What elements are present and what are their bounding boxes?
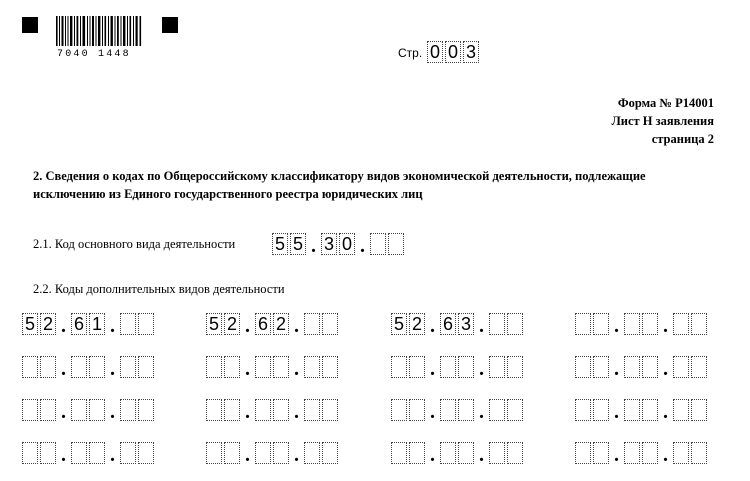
code-separator-dot: . [245,401,250,423]
code-group [575,442,609,464]
code-separator-dot: . [61,358,66,380]
page-digit-cell[interactable]: 0 [445,41,461,63]
additional-code-digit-cell[interactable]: 6 [255,313,271,335]
additional-code-digit-cell[interactable] [624,399,640,421]
additional-code-digit-cell[interactable] [22,399,38,421]
additional-code-digit-cell[interactable] [507,399,523,421]
additional-code-digit-cell[interactable] [224,399,240,421]
code-separator-dot: . [479,315,484,337]
additional-code-digit-cell[interactable] [673,442,689,464]
main-code-label: 2.1. Код основного вида деятельности [33,237,236,251]
additional-code-digit-cell[interactable] [255,442,271,464]
additional-code-digit-cell[interactable] [71,442,87,464]
additional-code-digit-cell[interactable] [409,356,425,378]
additional-code-digit-cell[interactable] [624,442,640,464]
additional-code-digit-cell[interactable]: 6 [71,313,87,335]
additional-code-field[interactable] [575,356,707,378]
additional-code-digit-cell[interactable] [575,442,591,464]
additional-code-digit-cell[interactable] [673,356,689,378]
additional-code-digit-cell[interactable] [40,442,56,464]
code-group [489,442,523,464]
additional-code-digit-cell[interactable] [120,313,136,335]
code-separator-dot: . [614,444,619,466]
additional-code-digit-cell[interactable] [673,313,689,335]
additional-code-digit-cell[interactable] [89,356,105,378]
code-group [391,313,425,335]
sheet-page: страница 2 [651,132,714,146]
code-separator-dot: . [663,401,668,423]
additional-code-digit-cell[interactable] [440,399,456,421]
additional-code-digit-cell[interactable] [489,356,505,378]
page-number-label: Стр. [398,46,423,60]
additional-code-digit-cell[interactable] [458,399,474,421]
additional-code-digit-cell[interactable] [120,399,136,421]
code-group [22,356,56,378]
corner-marker-left [22,17,38,33]
code-group [673,442,707,464]
code-group [255,313,289,335]
additional-code-digit-cell[interactable]: 3 [458,313,474,335]
additional-code-digit-cell[interactable] [624,356,640,378]
additional-code-digit-cell[interactable]: 5 [22,313,38,335]
additional-code-digit-cell[interactable] [322,442,338,464]
additional-code-digit-cell[interactable] [322,356,338,378]
code-separator-dot: . [294,401,299,423]
code-group [489,356,523,378]
additional-code-digit-cell[interactable] [507,356,523,378]
code-separator-dot: . [110,444,115,466]
main-code-digit-cell[interactable]: 3 [321,233,337,255]
code-group [206,313,240,335]
additional-code-field[interactable] [22,442,154,464]
additional-code-digit-cell[interactable] [224,356,240,378]
additional-code-digit-cell[interactable] [138,356,154,378]
code-group [624,313,658,335]
additional-code-digit-cell[interactable] [22,442,38,464]
code-separator-dot: . [294,444,299,466]
additional-code-field[interactable] [391,356,523,378]
code-separator-dot: . [110,401,115,423]
additional-code-digit-cell[interactable] [458,442,474,464]
code-group [304,399,338,421]
code-group [673,399,707,421]
code-separator-dot: . [245,358,250,380]
additional-code-digit-cell[interactable] [691,442,707,464]
additional-code-digit-cell[interactable] [642,313,658,335]
code-separator-dot: . [245,444,250,466]
additional-code-field[interactable] [575,313,707,335]
additional-code-digit-cell[interactable] [391,442,407,464]
additional-code-digit-cell[interactable] [575,399,591,421]
additional-code-digit-cell[interactable] [673,399,689,421]
additional-code-field[interactable] [22,399,154,421]
code-group [255,356,289,378]
main-code-digit-cell[interactable] [388,233,404,255]
code-group [575,313,609,335]
additional-code-digit-cell[interactable] [138,442,154,464]
additional-code-digit-cell[interactable] [120,442,136,464]
code-separator-dot: . [430,401,435,423]
additional-code-digit-cell[interactable] [255,399,271,421]
additional-code-digit-cell[interactable] [89,442,105,464]
code-separator-dot: . [360,235,365,257]
code-separator-dot: . [311,235,316,257]
barcode-number: 7040 1448 [57,49,131,60]
additional-code-digit-cell[interactable] [409,399,425,421]
additional-code-field[interactable] [391,399,523,421]
additional-code-digit-cell[interactable] [593,442,609,464]
additional-code-digit-cell[interactable] [391,356,407,378]
additional-code-digit-cell[interactable] [89,399,105,421]
code-group [71,356,105,378]
additional-code-digit-cell[interactable]: 1 [89,313,105,335]
additional-code-digit-cell[interactable] [40,399,56,421]
additional-code-digit-cell[interactable] [409,442,425,464]
additional-code-digit-cell[interactable] [206,356,222,378]
additional-code-digit-cell[interactable] [322,313,338,335]
code-group [22,399,56,421]
code-separator-dot: . [479,358,484,380]
additional-code-digit-cell[interactable] [440,356,456,378]
page-digit-cell[interactable]: 0 [427,41,443,63]
additional-code-digit-cell[interactable] [71,399,87,421]
additional-code-digit-cell[interactable] [691,313,707,335]
code-group [206,399,240,421]
main-code-digit-cell[interactable]: 5 [272,233,288,255]
additional-code-digit-cell[interactable] [138,313,154,335]
code-group [272,233,306,255]
additional-code-digit-cell[interactable] [642,442,658,464]
code-group [440,442,474,464]
additional-code-digit-cell[interactable] [138,399,154,421]
additional-code-digit-cell[interactable]: 5 [391,313,407,335]
code-separator-dot: . [663,358,668,380]
code-separator-dot: . [294,315,299,337]
code-group [255,442,289,464]
code-separator-dot: . [614,358,619,380]
page-number-cells [427,41,479,63]
code-separator-dot: . [479,401,484,423]
main-code-digit-cell[interactable]: 5 [290,233,306,255]
additional-code-digit-cell[interactable] [593,399,609,421]
additional-code-digit-cell[interactable] [120,356,136,378]
section-title: 2. Сведения о кодах по Общероссийскому классификатору видов экономической деятельности, подлежащие исключению из Единого государственного реестра юридических лиц [33,169,646,201]
additional-code-field[interactable] [575,442,707,464]
code-group [206,442,240,464]
additional-code-digit-cell[interactable] [206,442,222,464]
code-group [624,399,658,421]
code-group [440,313,474,335]
main-code-field[interactable] [272,233,404,255]
additional-code-digit-cell[interactable] [593,313,609,335]
additional-code-field[interactable] [206,313,338,335]
additional-code-digit-cell[interactable] [304,399,320,421]
sheet-name: Лист Н заявления [611,114,714,128]
code-group [321,233,355,255]
additional-code-digit-cell[interactable] [489,313,505,335]
code-separator-dot: . [110,358,115,380]
additional-code-digit-cell[interactable] [273,356,289,378]
code-group [22,442,56,464]
code-separator-dot: . [663,315,668,337]
code-group [575,356,609,378]
code-group [304,313,338,335]
code-group [120,356,154,378]
additional-code-digit-cell[interactable] [273,442,289,464]
additional-code-digit-cell[interactable] [440,442,456,464]
additional-code-digit-cell[interactable] [691,399,707,421]
code-group [71,442,105,464]
code-separator-dot: . [294,358,299,380]
code-group [489,313,523,335]
code-separator-dot: . [614,315,619,337]
additional-code-field[interactable] [391,442,523,464]
code-separator-dot: . [61,444,66,466]
additional-code-digit-cell[interactable] [507,442,523,464]
code-group [391,442,425,464]
additional-code-field[interactable] [22,313,154,335]
additional-code-digit-cell[interactable] [322,399,338,421]
additional-code-field[interactable] [22,356,154,378]
code-group [440,399,474,421]
additional-code-field[interactable] [206,442,338,464]
form-header [611,94,714,148]
code-separator-dot: . [430,358,435,380]
code-group [370,233,404,255]
main-code-digit-cell[interactable]: 0 [339,233,355,255]
code-group [624,442,658,464]
code-group [489,399,523,421]
code-group [120,313,154,335]
additional-code-digit-cell[interactable]: 2 [224,313,240,335]
additional-code-field[interactable] [206,399,338,421]
additional-code-digit-cell[interactable] [642,399,658,421]
code-group [206,356,240,378]
additional-code-field[interactable] [206,356,338,378]
code-group [304,442,338,464]
additional-code-digit-cell[interactable] [624,313,640,335]
code-group [391,356,425,378]
code-separator-dot: . [245,315,250,337]
additional-code-digit-cell[interactable] [489,399,505,421]
additional-code-digit-cell[interactable] [71,356,87,378]
code-group [71,313,105,335]
corner-marker-right [162,17,178,33]
additional-code-digit-cell[interactable] [575,313,591,335]
main-code-digit-cell[interactable] [370,233,386,255]
additional-code-digit-cell[interactable] [304,442,320,464]
barcode [56,16,142,46]
code-separator-dot: . [614,401,619,423]
additional-code-digit-cell[interactable] [22,356,38,378]
code-group [673,313,707,335]
form-number: Форма № Р14001 [617,96,714,110]
code-group [71,399,105,421]
additional-code-digit-cell[interactable]: 5 [206,313,222,335]
additional-code-digit-cell[interactable] [273,399,289,421]
code-group [440,356,474,378]
additional-code-digit-cell[interactable] [575,356,591,378]
additional-code-digit-cell[interactable] [593,356,609,378]
code-group [120,399,154,421]
additional-code-digit-cell[interactable] [206,399,222,421]
additional-code-digit-cell[interactable]: 2 [40,313,56,335]
additional-code-field[interactable] [575,399,707,421]
page-digit-cell[interactable]: 3 [463,41,479,63]
code-group [304,356,338,378]
code-group [575,399,609,421]
additional-codes-label: 2.2. Коды дополнительных видов деятельности [33,282,285,296]
additional-code-digit-cell[interactable] [255,356,271,378]
code-separator-dot: . [430,315,435,337]
additional-code-digit-cell[interactable] [507,313,523,335]
additional-code-field[interactable] [391,313,523,335]
code-separator-dot: . [663,444,668,466]
additional-code-digit-cell[interactable] [691,356,707,378]
code-group [673,356,707,378]
additional-code-digit-cell[interactable]: 2 [409,313,425,335]
code-group [22,313,56,335]
code-separator-dot: . [61,401,66,423]
code-separator-dot: . [61,315,66,337]
additional-code-digit-cell[interactable] [458,356,474,378]
additional-code-digit-cell[interactable]: 2 [273,313,289,335]
additional-code-digit-cell[interactable] [642,356,658,378]
additional-code-digit-cell[interactable]: 6 [440,313,456,335]
additional-code-digit-cell[interactable] [304,313,320,335]
code-group [391,399,425,421]
code-separator-dot: . [110,315,115,337]
code-separator-dot: . [479,444,484,466]
additional-code-digit-cell[interactable] [304,356,320,378]
code-separator-dot: . [430,444,435,466]
additional-code-digit-cell[interactable] [391,399,407,421]
additional-code-digit-cell[interactable] [40,356,56,378]
code-group [120,442,154,464]
additional-code-digit-cell[interactable] [224,442,240,464]
code-group [255,399,289,421]
code-group [624,356,658,378]
additional-code-digit-cell[interactable] [489,442,505,464]
